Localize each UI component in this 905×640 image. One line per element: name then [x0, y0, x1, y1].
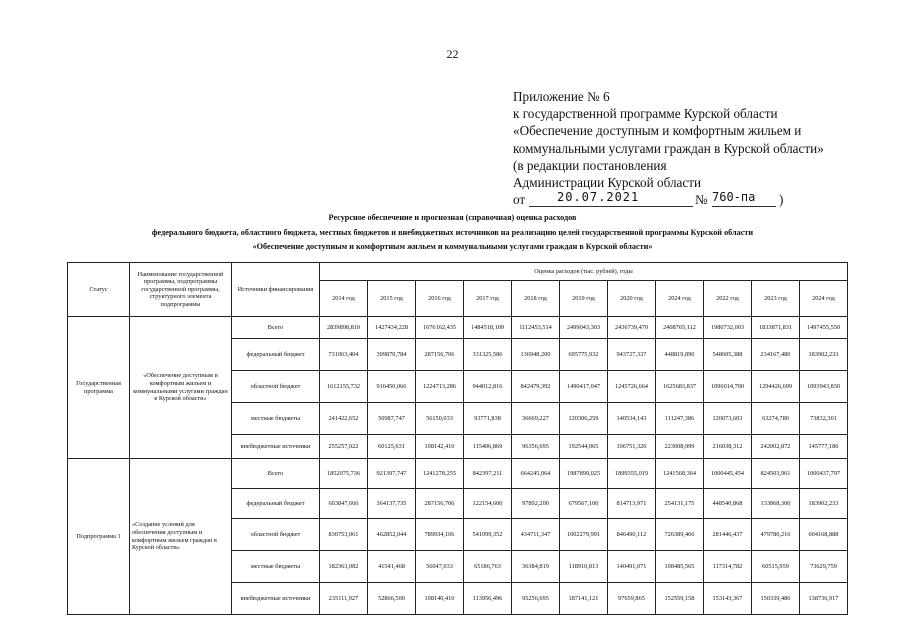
value-cell: 824503,961	[752, 459, 800, 489]
source-cell: внебюджетные источники	[232, 435, 320, 459]
value-cell: 2499043,303	[560, 317, 608, 339]
value-cell: 183902,233	[800, 489, 848, 519]
appendix-line-2: к государственной программе Курской области	[513, 106, 778, 122]
value-cell: 1112453,514	[512, 317, 560, 339]
value-cell: 2436739,470	[608, 317, 656, 339]
date-underline	[529, 206, 693, 207]
value-cell: 145777,186	[800, 435, 848, 459]
value-cell: 731063,404	[320, 339, 368, 371]
header-year: 2022 год	[704, 281, 752, 317]
value-cell: 187141,121	[560, 583, 608, 615]
source-cell: внебюджетные источники	[232, 583, 320, 615]
value-cell: 1245726,664	[608, 371, 656, 403]
source-cell: местные бюджеты	[232, 551, 320, 583]
value-cell: 235111,927	[320, 583, 368, 615]
status-cell: Государственная программа	[68, 317, 130, 459]
value-cell: 150339,486	[752, 583, 800, 615]
header-year: 2018 год	[512, 281, 560, 317]
value-cell: 140534,143	[608, 403, 656, 435]
value-cell: 182363,082	[320, 551, 368, 583]
value-cell: 97659,865	[608, 583, 656, 615]
value-cell: 192544,065	[560, 435, 608, 459]
source-cell: федеральный бюджет	[232, 489, 320, 519]
value-cell: 73629,759	[800, 551, 848, 583]
value-cell: 462852,044	[368, 519, 416, 551]
value-cell: 153143,367	[704, 583, 752, 615]
header-year: 2024 год	[656, 281, 704, 317]
value-cell: 1294426,699	[752, 371, 800, 403]
value-cell: 52866,500	[368, 583, 416, 615]
resource-table	[67, 262, 848, 615]
value-cell: 122154,600	[464, 489, 512, 519]
value-cell: 1096014,700	[704, 371, 752, 403]
value-cell: 1987899,025	[560, 459, 608, 489]
header-year: 2019 год	[560, 281, 608, 317]
appendix-line-1: Приложение № 6	[513, 89, 610, 104]
value-cell: 118910,813	[560, 551, 608, 583]
value-cell: 1490417,047	[560, 371, 608, 403]
header-status: Статус	[68, 263, 130, 317]
value-cell: 234167,480	[752, 339, 800, 371]
header-sources: Источники финансирования	[232, 263, 320, 317]
value-cell: 541099,352	[464, 519, 512, 551]
value-cell: 255257,022	[320, 435, 368, 459]
value-cell: 60515,959	[752, 551, 800, 583]
header-name: Наименование государственной программы, подпрограммы государственной программы, структурного элемента подпрограммы	[130, 263, 232, 317]
value-cell: 830753,061	[320, 519, 368, 551]
value-cell: 223008,999	[656, 435, 704, 459]
table-title-line-3: «Обеспечение доступным и комфортным жильем и коммунальными услугами граждан в Курской области»	[252, 242, 653, 251]
ot-label: от	[513, 192, 526, 208]
program-name-cell: «Обеспечение доступным и комфортным жильем и коммунальными услугами граждан в Курской области»	[130, 317, 232, 459]
appendix-line-4: коммунальными услугами граждан в Курской области»	[513, 140, 824, 156]
value-cell: 679567,100	[560, 489, 608, 519]
value-cell: 1002279,991	[560, 519, 608, 551]
value-cell: 63274,780	[752, 403, 800, 435]
value-cell: 604168,888	[800, 519, 848, 551]
source-cell: Всего	[232, 459, 320, 489]
value-cell: 1093943,830	[800, 371, 848, 403]
table-body	[68, 317, 848, 615]
value-cell: 1000437,797	[800, 459, 848, 489]
source-cell: Всего	[232, 317, 320, 339]
value-cell: 108140,410	[416, 583, 464, 615]
value-cell: 93771,838	[464, 403, 512, 435]
value-cell: 1852075,736	[320, 459, 368, 489]
value-cell: 434711,347	[512, 519, 560, 551]
value-cell: 287156,706	[416, 339, 464, 371]
appendix-line-5: (в редакции постановления	[513, 157, 667, 173]
value-cell: 111247,386	[656, 403, 704, 435]
value-cell: 921397,747	[368, 459, 416, 489]
value-cell: 726389,466	[656, 519, 704, 551]
value-cell: 56150,033	[416, 403, 464, 435]
value-cell: 842397,211	[464, 459, 512, 489]
value-cell: 664245,064	[512, 459, 560, 489]
header-estimate: Оценка расходов (тыс. рублей), годы	[320, 263, 848, 281]
value-cell: 96356,695	[512, 435, 560, 459]
value-cell: 138736,917	[800, 583, 848, 615]
value-cell: 1497455,550	[800, 317, 848, 339]
value-cell: 944012,816	[464, 371, 512, 403]
value-cell: 846490,112	[608, 519, 656, 551]
table-title-line-1: Ресурсное обеспечение и прогнозная (справочная) оценка расходов	[328, 213, 577, 222]
value-cell: 399870,784	[368, 339, 416, 371]
value-cell: 331325,586	[464, 339, 512, 371]
status-cell: Подпрограмма 1	[68, 459, 130, 615]
value-cell: 106751,326	[608, 435, 656, 459]
value-cell: 1000445,454	[704, 459, 752, 489]
value-cell: 1427434,228	[368, 317, 416, 339]
value-cell: 183902,233	[800, 339, 848, 371]
value-cell: 695775,932	[560, 339, 608, 371]
value-cell: 108142,410	[416, 435, 464, 459]
header-year: 2020 год	[608, 281, 656, 317]
value-cell: 60125,631	[368, 435, 416, 459]
value-cell: 136948,200	[512, 339, 560, 371]
value-cell: 1899355,019	[608, 459, 656, 489]
value-cell: 73832,301	[800, 403, 848, 435]
number-underline	[712, 206, 776, 207]
value-cell: 364137,735	[368, 489, 416, 519]
value-cell: 1625683,837	[656, 371, 704, 403]
value-cell: 2839898,810	[320, 317, 368, 339]
header-year: 2017 год	[464, 281, 512, 317]
value-cell: 254131,175	[656, 489, 704, 519]
number-sign: №	[695, 192, 708, 208]
value-cell: 916450,066	[368, 371, 416, 403]
value-cell: 216038,312	[704, 435, 752, 459]
value-cell: 41541,468	[368, 551, 416, 583]
value-cell: 2408765,112	[656, 317, 704, 339]
value-cell: 479780,216	[752, 519, 800, 551]
value-cell: 448540,868	[704, 489, 752, 519]
value-cell: 1833871,831	[752, 317, 800, 339]
value-cell: 287156,706	[416, 489, 464, 519]
header-year: 2023 год	[752, 281, 800, 317]
value-cell: 95256,695	[512, 583, 560, 615]
value-cell: 789934,106	[416, 519, 464, 551]
value-cell: 133868,300	[752, 489, 800, 519]
value-cell: 65186,763	[464, 551, 512, 583]
page-number: 22	[446, 47, 459, 61]
closing-paren: )	[779, 192, 784, 208]
source-cell: федеральный бюджет	[232, 339, 320, 371]
source-cell: областной бюджет	[232, 371, 320, 403]
value-cell: 1676162,435	[416, 317, 464, 339]
value-cell: 842479,392	[512, 371, 560, 403]
value-cell: 281446,437	[704, 519, 752, 551]
value-cell: 1224713,286	[416, 371, 464, 403]
value-cell: 108485,565	[656, 551, 704, 583]
value-cell: 603847,666	[320, 489, 368, 519]
value-cell: 152559,158	[656, 583, 704, 615]
value-cell: 113956,496	[464, 583, 512, 615]
decree-date-line	[513, 191, 893, 208]
value-cell: 1484518,109	[464, 317, 512, 339]
value-cell: 1241568,364	[656, 459, 704, 489]
source-cell: областной бюджет	[232, 519, 320, 551]
value-cell: 97892,200	[512, 489, 560, 519]
header-year: 2016 год	[416, 281, 464, 317]
value-cell: 241422,652	[320, 403, 368, 435]
value-cell: 36384,819	[512, 551, 560, 583]
value-cell: 1241278,255	[416, 459, 464, 489]
source-cell: местные бюджеты	[232, 403, 320, 435]
value-cell: 115406,869	[464, 435, 512, 459]
table-title-line-2: федерального бюджета, областного бюджета, местных бюджетов и внебюджетных источников на реализацию целей государственной программы Курской области	[151, 228, 754, 237]
value-cell: 943727,337	[608, 339, 656, 371]
value-cell: 1980732,003	[704, 317, 752, 339]
value-cell: 448819,890	[656, 339, 704, 371]
table-row	[68, 459, 848, 489]
value-cell: 242002,872	[752, 435, 800, 459]
value-cell: 814713,971	[608, 489, 656, 519]
appendix-line-6: Администрации Курской области	[513, 175, 702, 191]
value-cell: 56047,033	[416, 551, 464, 583]
table-row	[68, 317, 848, 339]
value-cell: 140491,071	[608, 551, 656, 583]
appendix-header	[513, 88, 893, 208]
program-name-cell: «Создание условий для обеспечения доступным и комфортным жильем граждан в Курской области»	[130, 459, 232, 615]
value-cell: 117314,782	[704, 551, 752, 583]
value-cell: 50987,747	[368, 403, 416, 435]
value-cell: 120306,259	[560, 403, 608, 435]
header-year: 2014 год	[320, 281, 368, 317]
header-year: 2024 год	[800, 281, 848, 317]
value-cell: 1612155,732	[320, 371, 368, 403]
value-cell: 120073,603	[704, 403, 752, 435]
decree-number: 760-па	[712, 190, 756, 205]
decree-date: 20.07.2021	[557, 190, 640, 205]
value-cell: 36669,227	[512, 403, 560, 435]
appendix-line-3: «Обеспечение доступным и комфортным жильем и	[513, 123, 802, 139]
header-year: 2015 год	[368, 281, 416, 317]
value-cell: 548605,388	[704, 339, 752, 371]
